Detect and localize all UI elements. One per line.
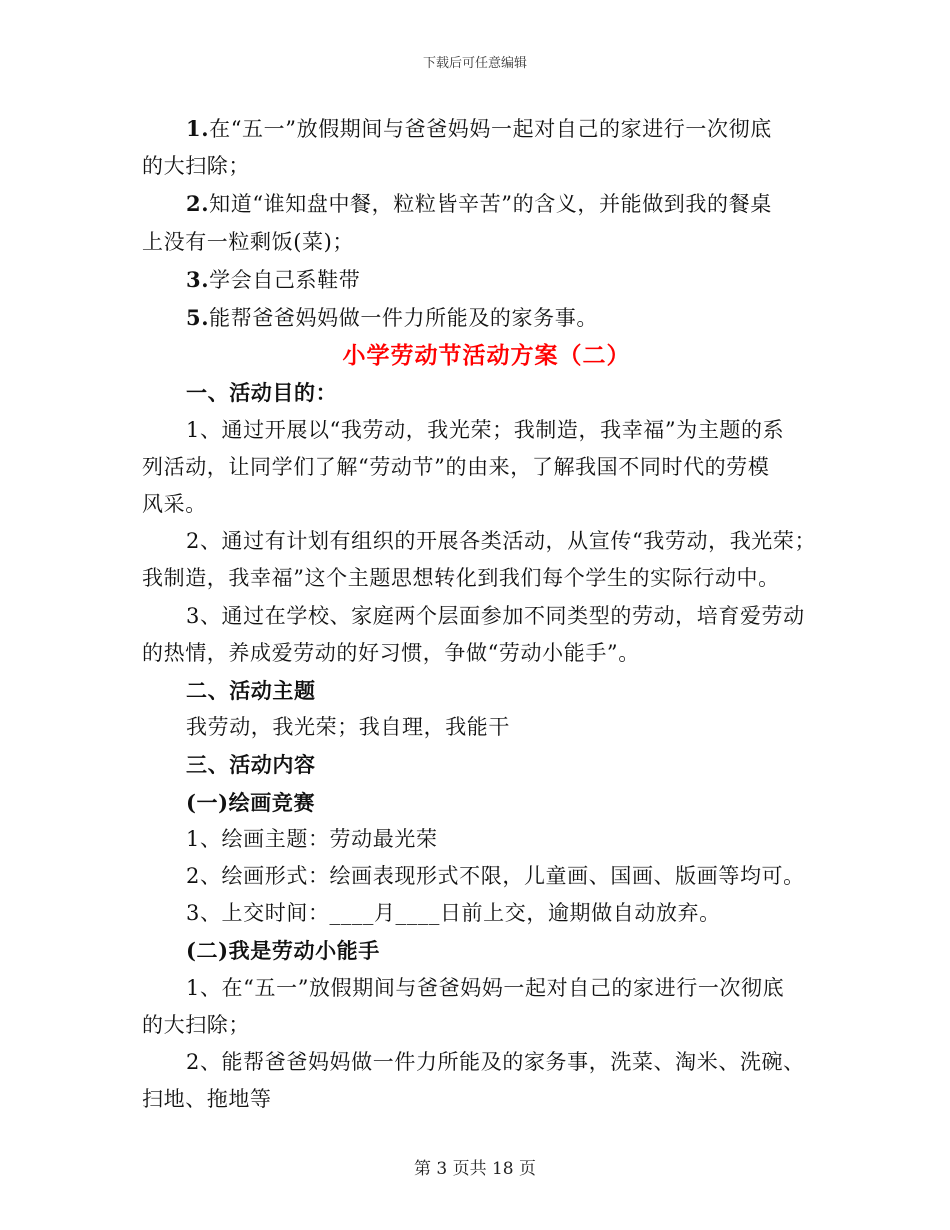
section-heading: 三、活动内容 (186, 752, 316, 778)
line-text: 知道“谁知盘中餐，粒粒皆辛苦”的含义，并能做到我的餐桌 (209, 192, 772, 217)
section-heading: 二、活动主题 (186, 678, 316, 704)
line-text: 的大扫除； (142, 154, 250, 179)
paragraph-line (142, 299, 817, 337)
line-text: 的大扫除； (142, 1012, 250, 1037)
document-body (142, 110, 817, 1118)
line-text: 2、绘画形式：绘画表现形式不限，儿童画、国画、版画等均可。 (186, 864, 805, 889)
paragraph-line (142, 110, 817, 148)
item-number: 3. (186, 266, 210, 292)
item-number: 5. (186, 305, 210, 331)
line-text: 1、在“五一”放假期间与爸爸妈妈一起对自己的家进行一次彻底 (186, 975, 785, 1000)
paragraph-line (142, 486, 817, 523)
paragraph-line (142, 560, 817, 597)
line-text: 3、通过在学校、家庭两个层面参加不同类型的劳动，培育爱劳动 (186, 603, 805, 628)
paragraph-line (142, 261, 817, 299)
paragraph-line (142, 970, 817, 1007)
line-text: 学会自己系鞋带 (209, 267, 361, 292)
line-text: 的热情，养成爱劳动的好习惯，争做“劳动小能手”。 (142, 640, 640, 665)
line-text: 2、能帮爸爸妈妈做一件力所能及的家务事，洗菜、淘米、洗碗、 (186, 1050, 805, 1075)
paragraph-line (142, 858, 817, 895)
paragraph-line (142, 895, 817, 932)
paragraph-line (142, 709, 817, 746)
paragraph-line (142, 1007, 817, 1044)
line-text: 2、通过有计划有组织的开展各类活动，从宣传“我劳动，我光荣； (186, 529, 817, 554)
paragraph-line (142, 598, 817, 635)
line-text: 风采。 (142, 492, 207, 517)
paragraph-line (142, 821, 817, 858)
paragraph-line (142, 523, 817, 560)
line-text: 扫地、拖地等 (142, 1087, 272, 1112)
paragraph-line (142, 412, 817, 449)
paragraph-line (142, 1081, 817, 1118)
paragraph-line (142, 635, 817, 672)
line-text: 在“五一”放假期间与爸爸妈妈一起对自己的家进行一次彻底 (209, 117, 772, 141)
paragraph-line (142, 148, 817, 185)
line-text: 我劳动，我光荣；我自理，我能干 (186, 715, 510, 740)
line-text: 1、通过开展以“我劳动，我光荣；我制造，我幸福”为主题的系 (186, 417, 785, 442)
line-text: 3、上交时间：____月____日前上交，逾期做自动放弃。 (186, 901, 721, 926)
paragraph-line (142, 449, 817, 486)
paragraph-line (142, 1044, 817, 1081)
line-text: 1、绘画主题：劳动最光荣 (186, 826, 438, 851)
line-text: 能帮爸爸妈妈做一件力所能及的家务事。 (209, 306, 598, 331)
page-footer: 第 3 页共 18 页 (413, 1159, 537, 1179)
item-number: 2. (186, 191, 210, 217)
section-heading: (二)我是劳动小能手 (186, 938, 380, 964)
paragraph-line (142, 185, 817, 223)
section-title: 小学劳动节活动方案（二） (342, 342, 631, 370)
item-number: 1. (186, 116, 210, 141)
section-heading: (一)绘画竞赛 (186, 789, 316, 815)
section-heading: 一、活动目的： (186, 380, 338, 406)
paragraph-line (142, 224, 817, 261)
page-header: 下载后可任意编辑 (422, 56, 527, 71)
line-text: 列活动，让同学们了解“劳动节”的由来，了解我国不同时代的劳模 (142, 454, 770, 479)
line-text: 上没有一粒剩饭(菜)； (142, 229, 354, 254)
line-text: 我制造，我幸福”这个主题思想转化到我们每个学生的实际行动中。 (142, 566, 780, 591)
